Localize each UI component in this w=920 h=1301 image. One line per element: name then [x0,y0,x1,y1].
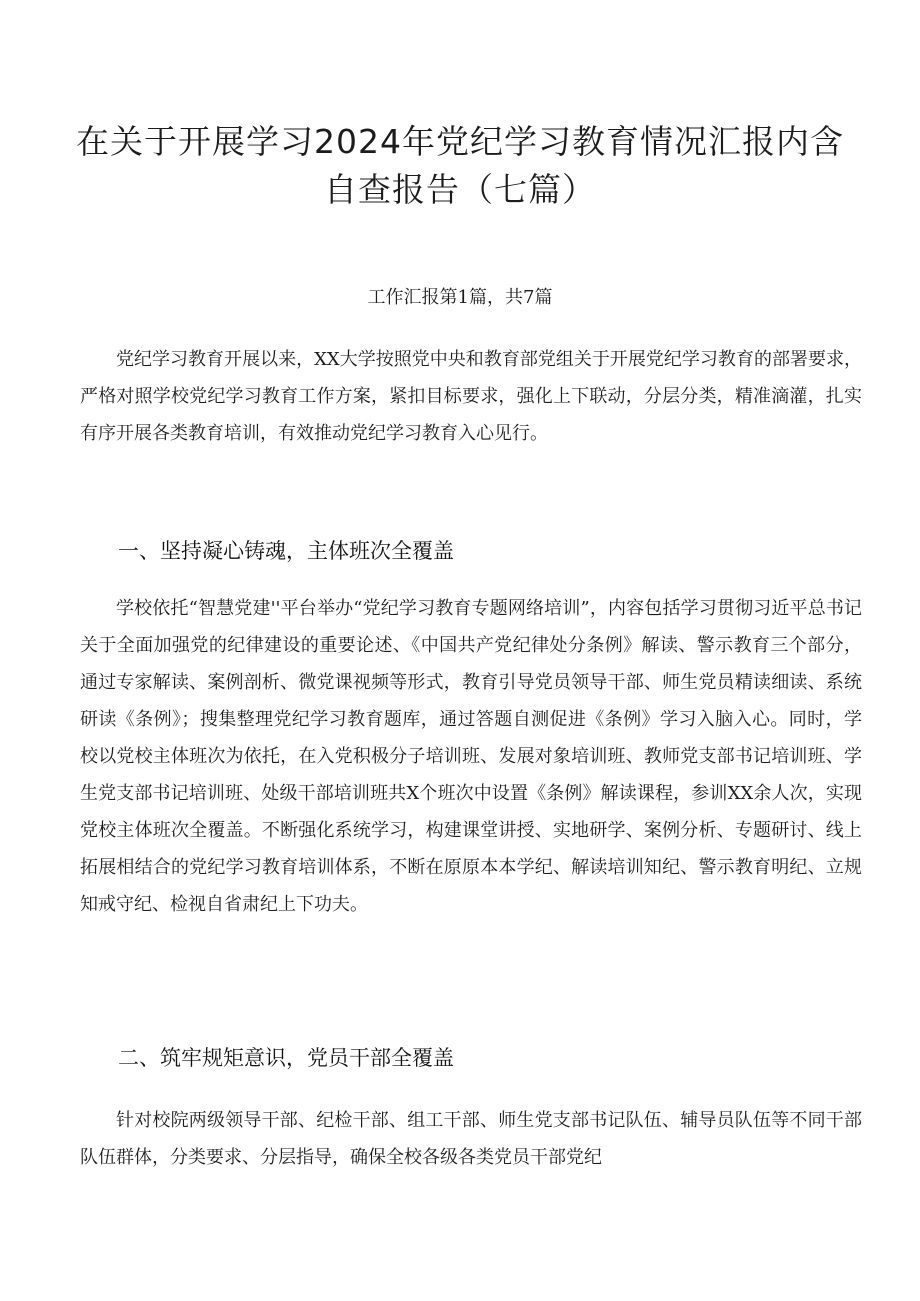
section-1-paragraph: 学校依托“智慧党建''平台举办“党纪学习教育专题网络培训”，内容包括学习贯彻习近平总书记关于全面加强党的纪律建设的重要论述、《中国共产党纪律处分条例》解读、警示教育三个部分，通过专家解读、案例剖析、微党课视频等形式，教育引导党员领导干部、师生党员精读细读、系统研读《条例》；搜集整理党纪学习教育题库，通过答题自测促进《条例》学习入脑入心。同时，学校以党校主体班次为依托，在入党积极分子培训班、发展对象培训班、教师党支部书记培训班、学生党支部书记培训班、处级干部培训班共X个班次中设置《条例》解读课程，参训XX余人次，实现党校主体班次全覆盖。不断强化系统学习，构建课堂讲授、实地研学、案例分析、专题研讨、线上拓展相结合的党纪学习教育培训体系，不断在原原本本学纪、解读培训知纪、警示教育明纪、立规知戒守纪、检视自省肃纪上下功夫。 [80,598,862,915]
section-2-paragraph: 针对校院两级领导干部、纪检干部、组工干部、师生党支部书记队伍、辅导员队伍等不同干部队伍群体，分类要求、分层指导，确保全校各级各类党员干部党纪 [80,1110,862,1168]
document-subtitle: 工作汇报第1篇，共7篇 [367,287,553,308]
section-1-heading: 一、坚持凝心铸魂，主体班次全覆盖 [118,539,454,563]
section-2-heading: 二、筑牢规矩意识，党员干部全覆盖 [118,1046,454,1070]
intro-paragraph: 党纪学习教育开展以来，XX大学按照党中央和教育部党组关于开展党纪学习教育的部署要求，严格对照学校党纪学习教育工作方案，紧扣目标要求，强化上下联动，分层分类，精准滴灌，扎实有序开展各类教育培训，有效推动党纪学习教育入心见行。 [80,349,862,444]
document-title: 在关于开展学习2024年党纪学习教育情况汇报内含自查报告（七篇） [76,122,844,209]
